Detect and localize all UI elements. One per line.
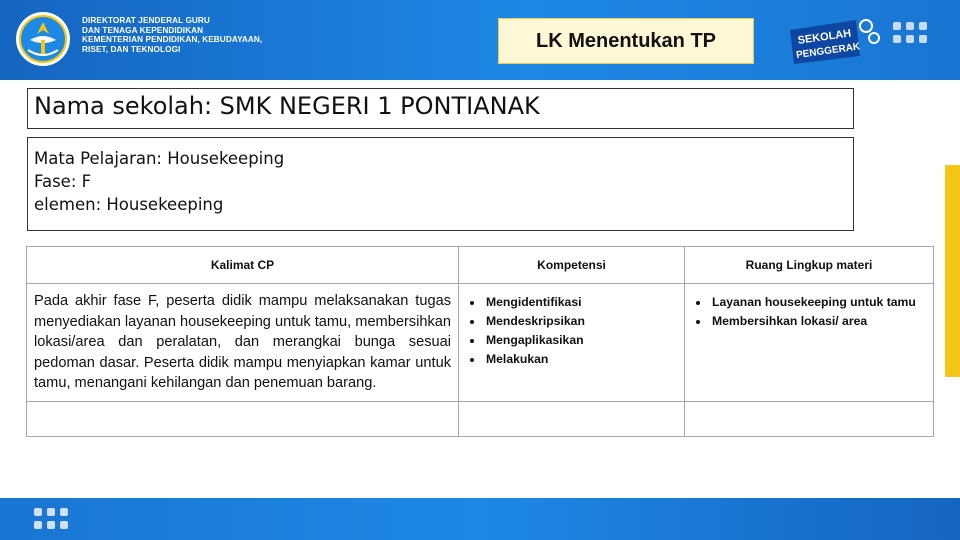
school-name: Nama sekolah: SMK NEGERI 1 PONTIANAK xyxy=(34,92,540,120)
column-header: Kalimat CP xyxy=(27,247,459,284)
decorative-dots xyxy=(34,508,68,529)
list-item: • Mendeskripsikan xyxy=(484,312,677,331)
org-line: DAN TENAGA KEPENDIDIKAN xyxy=(82,25,204,35)
school-name-box xyxy=(27,88,854,129)
list-item: • Membersihkan lokasi/ area xyxy=(710,312,926,331)
table-cell xyxy=(685,284,934,402)
gear-icon xyxy=(860,20,872,32)
scope-list xyxy=(686,285,932,330)
table-cell xyxy=(27,284,459,402)
decorative-dots xyxy=(893,22,927,43)
list-item: • Mengaplikasikan xyxy=(484,331,677,350)
phase-label: Fase: F xyxy=(34,172,92,191)
table-row xyxy=(27,284,934,402)
table-cell xyxy=(27,401,459,436)
list-item: • Layanan housekeeping untuk tamu xyxy=(710,293,926,312)
footer-bar xyxy=(0,498,960,540)
element-label: elemen: Housekeeping xyxy=(34,195,224,214)
column-header: Kompetensi xyxy=(459,247,685,284)
page-title-box xyxy=(498,18,754,64)
competency-list xyxy=(460,285,683,369)
table-cell xyxy=(459,284,685,402)
badge-line-2: PENGGERAK xyxy=(795,41,861,62)
cp-sentence: Pada akhir fase F, peserta didik mampu melaksanakan tugas menyediakan layanan housekeeping untuk tamu, membersihkan lokasi/area dan peralatan, dan merangkai bunga sesuai pedoman dasar. Peserta didik mampu menyiapkan kamar untuk tamu, menangani kehilangan dan penemuan barang. xyxy=(34,293,451,391)
page-title: LK Menentukan TP xyxy=(535,29,716,52)
accent-strip xyxy=(945,165,960,377)
table-header-row xyxy=(27,247,934,284)
table-row xyxy=(27,401,934,436)
sekolah-penggerak-badge xyxy=(786,16,882,66)
list-item: • Melakukan xyxy=(484,350,677,369)
table-cell xyxy=(459,401,685,436)
org-line: RISET, DAN TEKNOLOGI xyxy=(82,44,181,54)
subject-label: Mata Pelajaran: Housekeeping xyxy=(34,149,285,168)
column-header: Ruang Lingkup materi xyxy=(685,247,934,284)
subject-info-box xyxy=(27,137,854,231)
tut-wuri-handayani-logo-icon xyxy=(14,10,72,68)
organization-name xyxy=(82,16,262,54)
org-line: KEMENTERIAN PENDIDIKAN, KEBUDAYAAN, xyxy=(82,35,263,45)
list-item: • Mengidentifikasi xyxy=(484,293,677,312)
gear-icon xyxy=(869,33,879,43)
org-line: DIREKTORAT JENDERAL GURU xyxy=(82,16,210,25)
badge-line-1: SEKOLAH xyxy=(797,27,852,47)
table-cell xyxy=(685,401,934,436)
cp-table xyxy=(26,246,934,437)
